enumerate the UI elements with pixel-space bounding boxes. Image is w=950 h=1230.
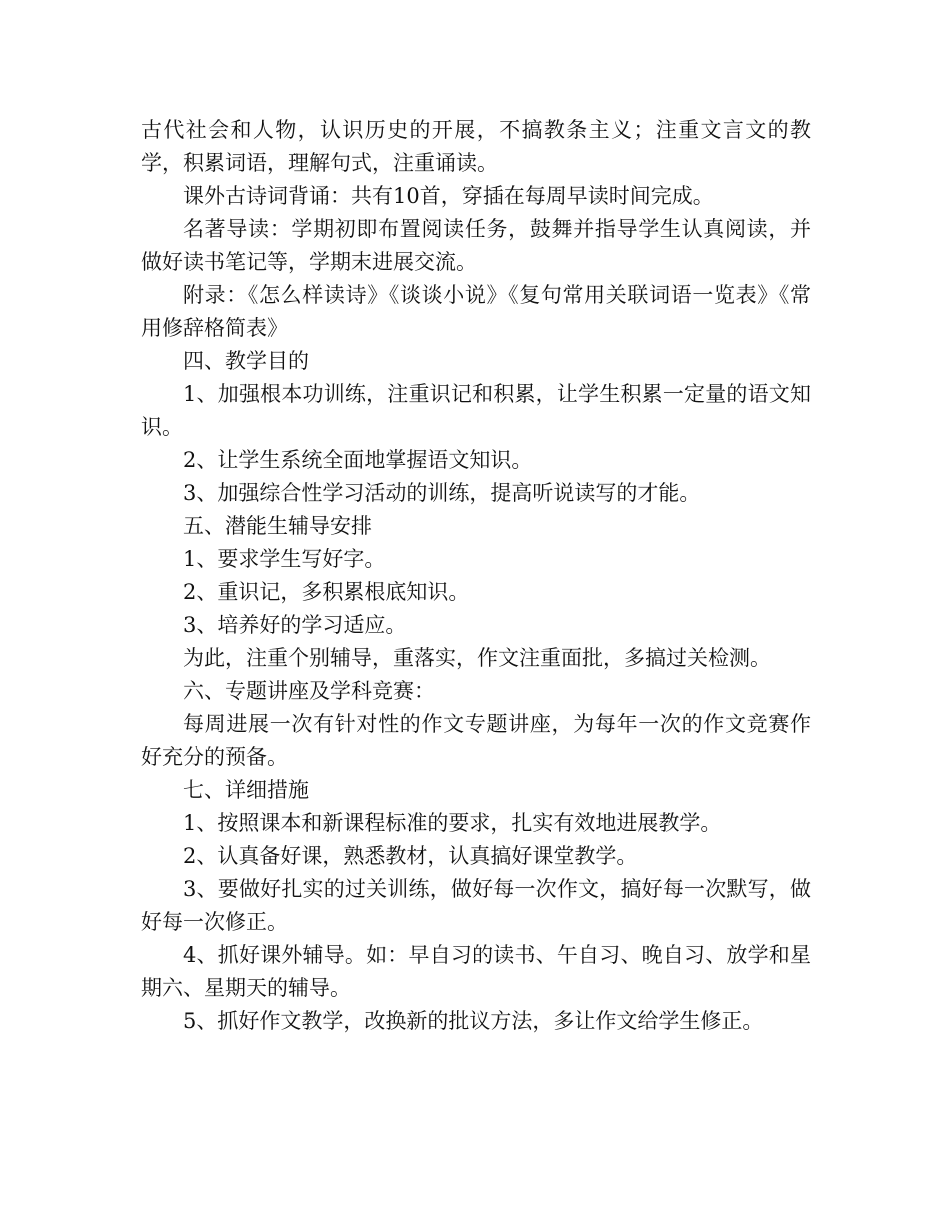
paragraph-poem-recitation: 课外古诗词背诵：共有10首，穿插在每周早读时间完成。	[183, 184, 714, 208]
paragraph-classics-reading: 名著导读：学期初即布置阅读任务，鼓舞并指导学生认真阅读，并做好读书笔记等，学期末进展交流。	[141, 217, 811, 274]
list-item-goal-2: 2、让学生系统全面地掌握语文知识。	[183, 448, 533, 472]
list-item-goal-1: 1、加强根本功训练，注重识记和积累，让学生积累一定量的语文知识。	[141, 382, 811, 439]
list-item-tutoring-2: 2、重识记，多积累根底知识。	[183, 580, 470, 604]
section-heading-lectures: 六、专题讲座及学科竞赛：	[183, 679, 435, 703]
list-item-measure-4: 4、抓好课外辅导。如：早自习的读书、午自习、晚自习、放学和星期六、星期天的辅导。	[141, 943, 811, 1000]
paragraph-lectures: 每周进展一次有针对性的作文专题讲座，为每年一次的作文竞赛作好充分的预备。	[141, 712, 811, 769]
paragraph-appendix: 附录：《怎么样读诗》《谈谈小说》《复句常用关联词语一览表》《常用修辞格简表》	[141, 283, 811, 340]
section-heading-teaching-goals: 四、教学目的	[183, 349, 309, 373]
list-item-tutoring-1: 1、要求学生写好字。	[183, 547, 386, 571]
list-item-goal-3: 3、加强综合性学习活动的训练，提高听说读写的才能。	[183, 481, 701, 505]
section-heading-tutoring: 五、潜能生辅导安排	[183, 514, 372, 538]
list-item-measure-2: 2、认真备好课，熟悉教材，认真搞好课堂教学。	[183, 844, 638, 868]
list-item-measure-5: 5、抓好作文教学，改换新的批议方法，多让作文给学生修正。	[183, 1009, 764, 1033]
section-heading-measures: 七、详细措施	[183, 778, 309, 802]
list-item-measure-3: 3、要做好扎实的过关训练，做好每一次作文，搞好每一次默写，做好每一次修正。	[141, 877, 811, 934]
list-item-tutoring-3: 3、培养好的学习适应。	[183, 613, 407, 637]
list-item-measure-1: 1、按照课本和新课程标准的要求，扎实有效地进展教学。	[183, 811, 722, 835]
paragraph-tutoring-summary: 为此，注重个别辅导，重落实，作文注重面批，多搞过关检测。	[183, 646, 771, 670]
document-body	[141, 114, 811, 1038]
paragraph-classical-chinese: 古代社会和人物，认识历史的开展，不搞教条主义；注重文言文的教学，积累词语，理解句式，注重诵读。	[141, 118, 811, 175]
